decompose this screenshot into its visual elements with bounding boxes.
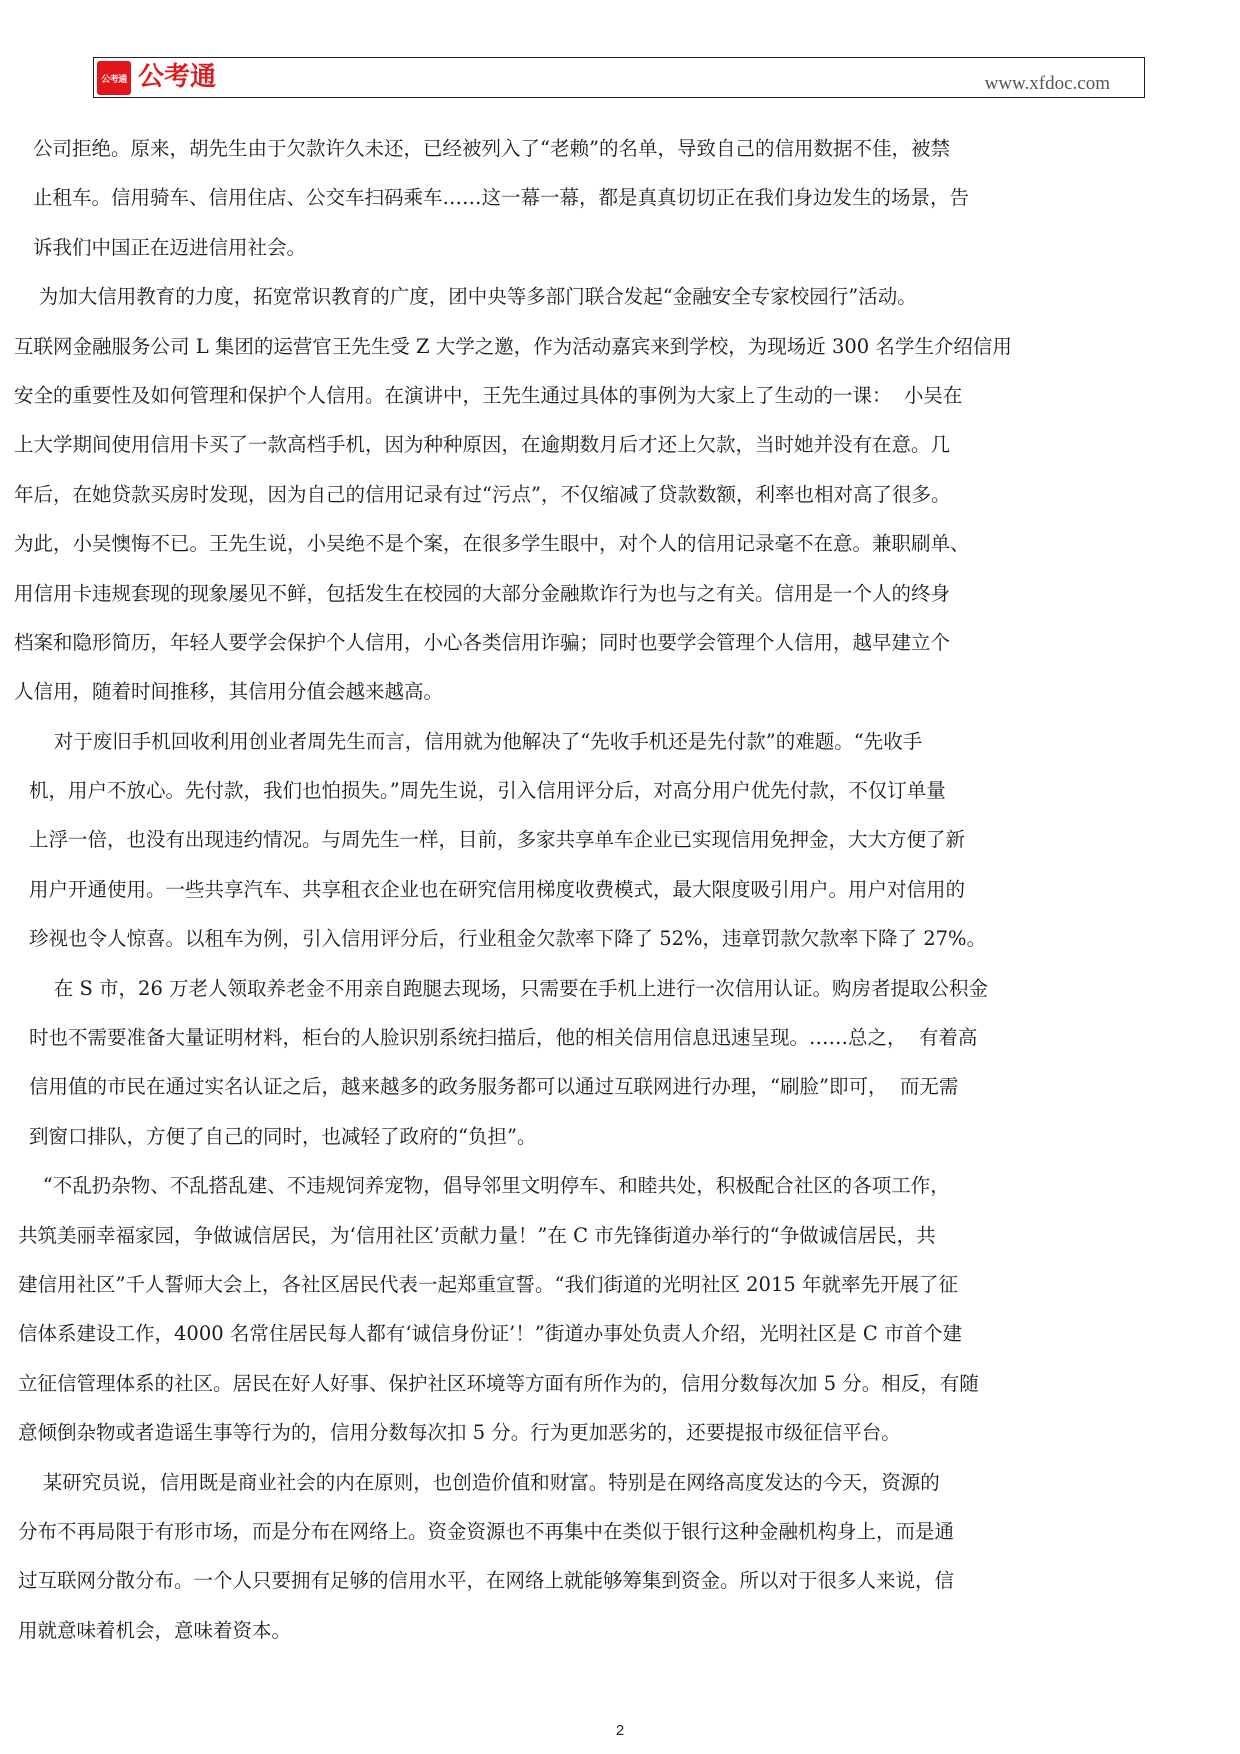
text-line: 诉我们中国正在迈进信用社会。 <box>33 235 307 259</box>
logo-badge-icon: 公考通 <box>97 61 131 95</box>
text-line: 信用值的市民在通过实名认证之后，越来越多的政务服务都可以通过互联网进行办理，“刷脸”即可， 而无需 <box>29 1075 959 1099</box>
text-line: 上大学期间使用信用卡买了一款高档手机，因为种种原因，在逾期数月后才还上欠款，当时她并没有在意。几 <box>14 433 951 457</box>
paragraph <box>0 964 1240 1162</box>
text-line: 人信用，随着时间推移，其信用分值会越来越高。 <box>14 680 444 704</box>
text-line: 机，用户不放心。先付款，我们也怕损失。”周先生说，引入信用评分后，对高分用户优先付款，不仅订单量 <box>29 779 946 803</box>
text-line: 共筑美丽幸福家园，争做诚信居民，为‘信用社区’贡献力量！”在 C 市先锋街道办举行的“争做诚信居民，共 <box>18 1223 936 1247</box>
page-number: 2 <box>615 1722 625 1739</box>
text-line: 用信用卡违规套现的现象屡见不鲜，包括发生在校园的大部分金融欺诈行为也与之有关。信用是一个人的终身 <box>14 581 951 605</box>
text-line: 公司拒绝。原来，胡先生由于欠款许久未还，已经被列入了“老赖”的名单，导致自己的信用数据不佳，被禁 <box>33 137 950 160</box>
text-line: 过互联网分散分布。一个人只要拥有足够的信用水平，在网络上就能够筹集到资金。所以对于很多人来说，信 <box>18 1569 955 1593</box>
site-url: www.xfdoc.com <box>984 73 1110 94</box>
text-line: 上浮一倍，也没有出现违约情况。与周先生一样，目前，多家共享单车企业已实现信用免押金，大大方便了新 <box>29 828 966 852</box>
text-line: 为加大信用教育的力度，拓宽常识教育的广度，团中央等多部门联合发起“金融安全专家校园行”活动。 <box>14 285 917 309</box>
text-line: 珍视也令人惊喜。以租车为例，引入信用评分后，行业租金欠款率下降了 52%，违章罚款欠款率下降了 27%。 <box>29 927 987 951</box>
page-header <box>93 57 1145 98</box>
text-line: 信体系建设工作，4000 名常住居民每人都有‘诚信身份证’！”街道办事处负责人介绍，光明社区是 C 市首个建 <box>18 1322 963 1346</box>
text-line: 在 S 市，26 万老人领取养老金不用亲自跑腿去现场，只需要在手机上进行一次信用认证。购房者提取公积金 <box>29 976 989 1000</box>
text-line: 对于废旧手机回收利用创业者周先生而言，信用就为他解决了“先收手机还是先付款”的难题。“先收手 <box>29 729 923 753</box>
text-line: 到窗口排队，方便了自己的同时，也减轻了政府的“负担”。 <box>29 1124 537 1148</box>
text-line: 互联网金融服务公司 L 集团的运营官王先生受 Z 大学之邀，作为活动嘉宾来到学校，为现场近 300 名学生介绍信用 <box>14 334 1012 358</box>
text-line: 年后，在她贷款买房时发现，因为自己的信用记录有过“污点”，不仅缩减了贷款数额，利率也相对高了很多。 <box>14 482 951 506</box>
text-line: 为此，小吴懊悔不已。王先生说，小吴绝不是个案，在很多学生眼中，对个人的信用记录毫不在意。兼职刷单、 <box>14 532 970 556</box>
paragraph <box>0 1458 1240 1656</box>
text-line: 意倾倒杂物或者造谣生事等行为的，信用分数每次扣 5 分。行为更加恶劣的，还要提报市级征信平台。 <box>18 1421 901 1445</box>
text-line: 建信用社区”千人誓师大会上，各社区居民代表一起郑重宣誓。“我们街道的光明社区 2015 年就率先开展了征 <box>18 1272 958 1296</box>
paragraph <box>0 717 1240 964</box>
text-line: 时也不需要准备大量证明材料，柜台的人脸识别系统扫描后，他的相关信用信息迅速呈现。……总之， 有着高 <box>29 1026 978 1050</box>
text-line: 档案和隐形简历，年轻人要学会保护个人信用，小心各类信用诈骗；同时也要学会管理个人信用，越早建立个 <box>14 630 951 654</box>
text-line: 分布不再局限于有形市场，而是分布在网络上。资金资源也不再集中在类似于银行这种金融机构身上，而是通 <box>18 1519 955 1543</box>
text-line: “不乱扔杂物、不乱搭乱建、不违规饲养宠物，倡导邻里文明停车、和睦共处，积极配合社区的各项工作， <box>18 1174 950 1198</box>
text-line: 用户开通使用。一些共享汽车、共享租衣企业也在研究信用梯度收费模式，最大限度吸引用户。用户对信用的 <box>29 877 966 901</box>
text-line: 止租车。信用骑车、信用住店、公交车扫码乘车……这一幕一幕，都是真真切切正在我们身边发生的场景，告 <box>33 186 970 210</box>
paragraph <box>0 1161 1240 1457</box>
document-body <box>0 124 1240 1655</box>
text-line: 某研究员说，信用既是商业社会的内在原则，也创造价值和财富。特别是在网络高度发达的今天，资源的 <box>18 1470 940 1494</box>
text-line: 安全的重要性及如何管理和保护个人信用。在演讲中，王先生通过具体的事例为大家上了生动的一课： 小吴在 <box>14 383 963 407</box>
text-line: 用就意味着机会，意味着资本。 <box>18 1618 292 1642</box>
logo-text: 公考通 <box>138 62 217 92</box>
paragraph <box>0 124 1240 272</box>
paragraph <box>0 272 1240 717</box>
text-line: 立征信管理体系的社区。居民在好人好事、保护社区环境等方面有所作为的，信用分数每次加 5 分。相反，有随 <box>18 1371 979 1395</box>
